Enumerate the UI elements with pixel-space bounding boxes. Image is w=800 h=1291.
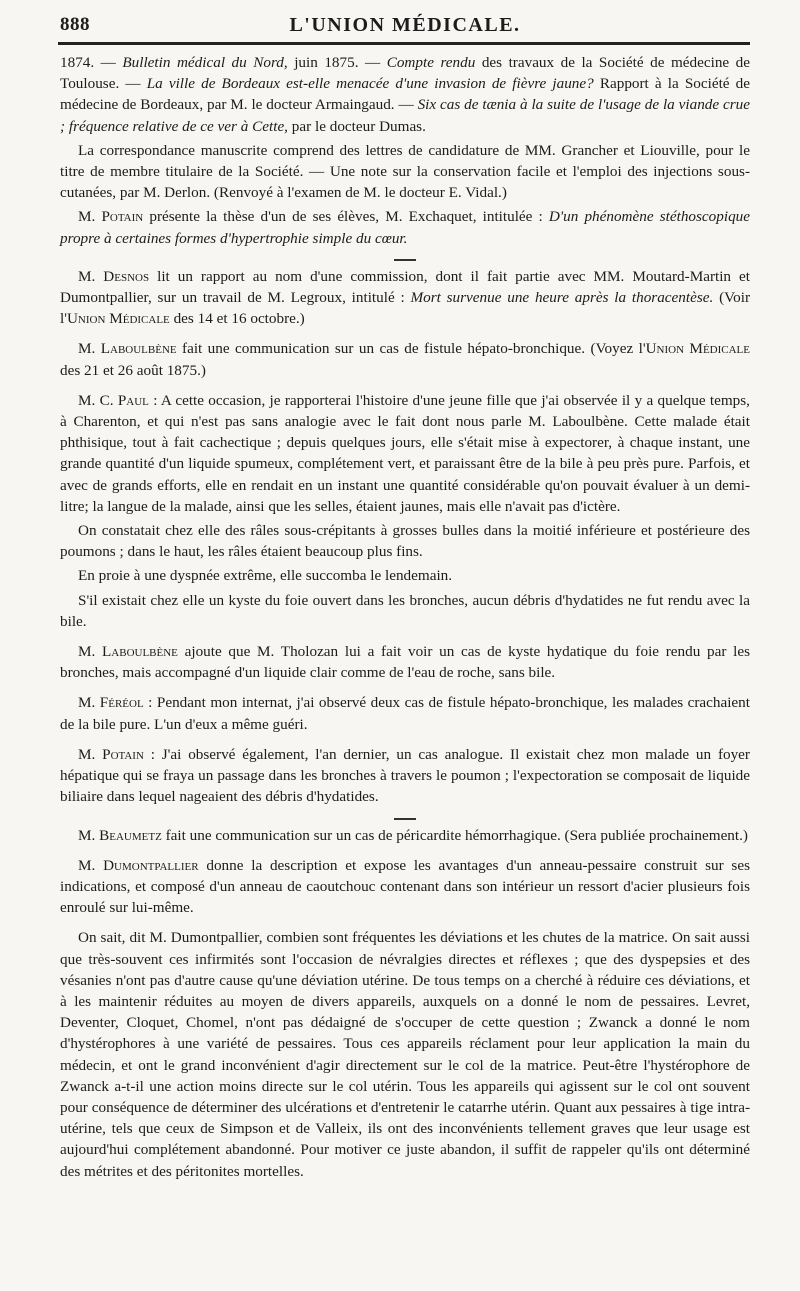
paragraph-kyste: S'il existait chez elle un kyste du foie ouvert dans les bronches, aucun débris d'hydatides ne fut rendu avec la bile. [60,591,750,630]
paragraph-laboulbene-communication: M. Laboulbène fait une communication sur un cas de fistule hépato-bronchique. (Voyez l'Union Médicale des 21 et 26 août 1875.) [60,340,750,379]
paragraph-potain-thesis: M. Potain présente la thèse d'un de ses élèves, M. Exchaquet, intitulée : D'un phénomène stéthoscopique propre à certaines formes d'hypertrophie simple du cœur. [60,208,750,247]
section-separator [60,252,750,266]
paragraph-pessaires: On sait, dit M. Dumontpallier, combien sont fréquentes les déviations et les chutes de la matrice. On sait aussi que très-souvent ces infirmités sont l'occasion de névralgies directes et réflexes ; que des dyspepsies et des vésanies n'ont pas d'autre cause qu'une déviation utérine. De tous temps on a cherché à réduire ces déviations, et à les maintenir réduites au moyen de divers appareils, auxquels on a donné le nom de pessaires. Levret, Deventer, Cloquet, Chomel, n'ont pas dédaigné de s'occuper de cette question ; Zwanck a donné le nom d'hystérophores à une variété de pessaires. Tous ces appareils réclament pour leur application la main du médecin, et ont le grand inconvénient d'agir directement sur le col de la matrice. Peut-être l'hystérophore de Zwanck a-t-il une action moins directe sur le col utérin. Tous les appareils qui agissent sur le col ont souvent pour conséquence de déterminer des ulcérations et d'entretenir le catarrhe utérin. Quant aux pessaires à tige intra-utérine, tels que ceux de Simpson et de Valleix, ils ont des inconvénients tellement graves que leur usage est aujourd'hui complétement abandonné. Pour motiver ce juste abandon, il suffit de rappeler qu'ils ont déterminé des métrites et des péritonites mortelles. [60,929,750,1180]
running-title: L'UNION MÉDICALE. [289,14,521,36]
page-header [60,10,750,40]
paragraph-desnos-report: M. Desnos lit un rapport au nom d'une commission, dont il fait partie avec MM. Moutard-Martin et Dumontpallier, sur un travail de M. Legroux, intitulé : Mort survenue une heure après la thoracentèse. (Voir l'Union Médicale des 14 et 16 octobre.) [60,267,751,328]
article-body [60,52,750,1185]
paragraph-dumontpallier: M. Dumontpallier donne la description et expose les avantages d'un anneau-pessaire construit sur ses indications, et composé d'un anneau de caoutchouc contenant dans son intérieur un ressort d'acier plusieurs fois enroulé sur lui-même. [60,856,750,917]
paragraph-laboulbene-tholozan: M. Laboulbène ajoute que M. Tholozan lui a fait voir un cas de kyste hydatique du foie rendu par les bronches, mais accompagné d'un liquide clair comme de l'eau de roche, sans bile. [60,643,750,682]
section-separator [60,811,750,825]
header-rule [58,42,750,45]
paragraph-dyspnee: En proie à une dyspnée extrême, elle succomba le lendemain. [78,567,453,585]
paragraph-potain-case: M. Potain : J'ai observé également, l'an dernier, un cas analogue. Il existait chez mon malade un foyer hépatique qui se fraya un passage dans les bronches à travers le poumon ; l'expectoration se composait de liquide biliaire dans lequel nageaient des débris d'hydatides. [60,745,750,806]
page-number: 888 [60,14,90,35]
paragraph-beaumetz: M. Beaumetz fait une communication sur un cas de péricardite hémorrhagique. (Sera publiée prochainement.) [78,826,748,844]
paragraph-bulletin-list: 1874. — Bulletin médical du Nord, juin 1875. — Compte rendu des travaux de la Société de médecine de Toulouse. — La ville de Bordeaux est-elle menacée d'une invasion de fièvre jaune? Rapport à la Société de médecine de Bordeaux, par M. le docteur Armaingaud. — Six cas de tænia à la suite de l'usage de la viande crue ; fréquence relative de ce ver à Cette, par le docteur Dumas. [60,54,750,135]
paragraph-fereol: M. Féréol : Pendant mon internat, j'ai observé deux cas de fistule hépato-bronchique, les malades crachaient de la bile pure. L'un d'eux a même guéri. [60,694,750,733]
paragraph-rales: On constatait chez elle des râles sous-crépitants à grosses bulles dans la moitié inférieure et postérieure des poumons ; dans le haut, les râles étaient beaucoup plus fins. [60,522,750,561]
paragraph-paul-case: M. C. Paul : A cette occasion, je rapporterai l'histoire d'une jeune fille que j'ai observée il y a quelque temps, à Charenton, et qui n'est pas sans analogie avec le fait dont nous parle M. Laboulbène. Cette malade était phthisique, tout à fait cachectique ; depuis quelques jours, elle s'était mise à expectorer, à chaque instant, une grande quantité d'un liquide spumeux, complétement vert, et paraissant être de la bile à peu près pure. Parfois, et avec de grands efforts, elle en rendait en un instant une quantité considérable qu'on pouvait évaluer à un demi-litre; la langue de la malade, ainsi que les selles, étaient jaunes, mais elle n'avait pas d'ictère. [60,391,750,515]
paragraph-correspondence: La correspondance manuscrite comprend des lettres de candidature de MM. Grancher et Liouville, pour le titre de membre titulaire de la Société. — Une note sur la conservation facile et l'emploi des injections sous-cutanées, par M. Derlon. (Renvoyé à l'examen de M. le docteur E. Vidal.) [60,141,750,202]
